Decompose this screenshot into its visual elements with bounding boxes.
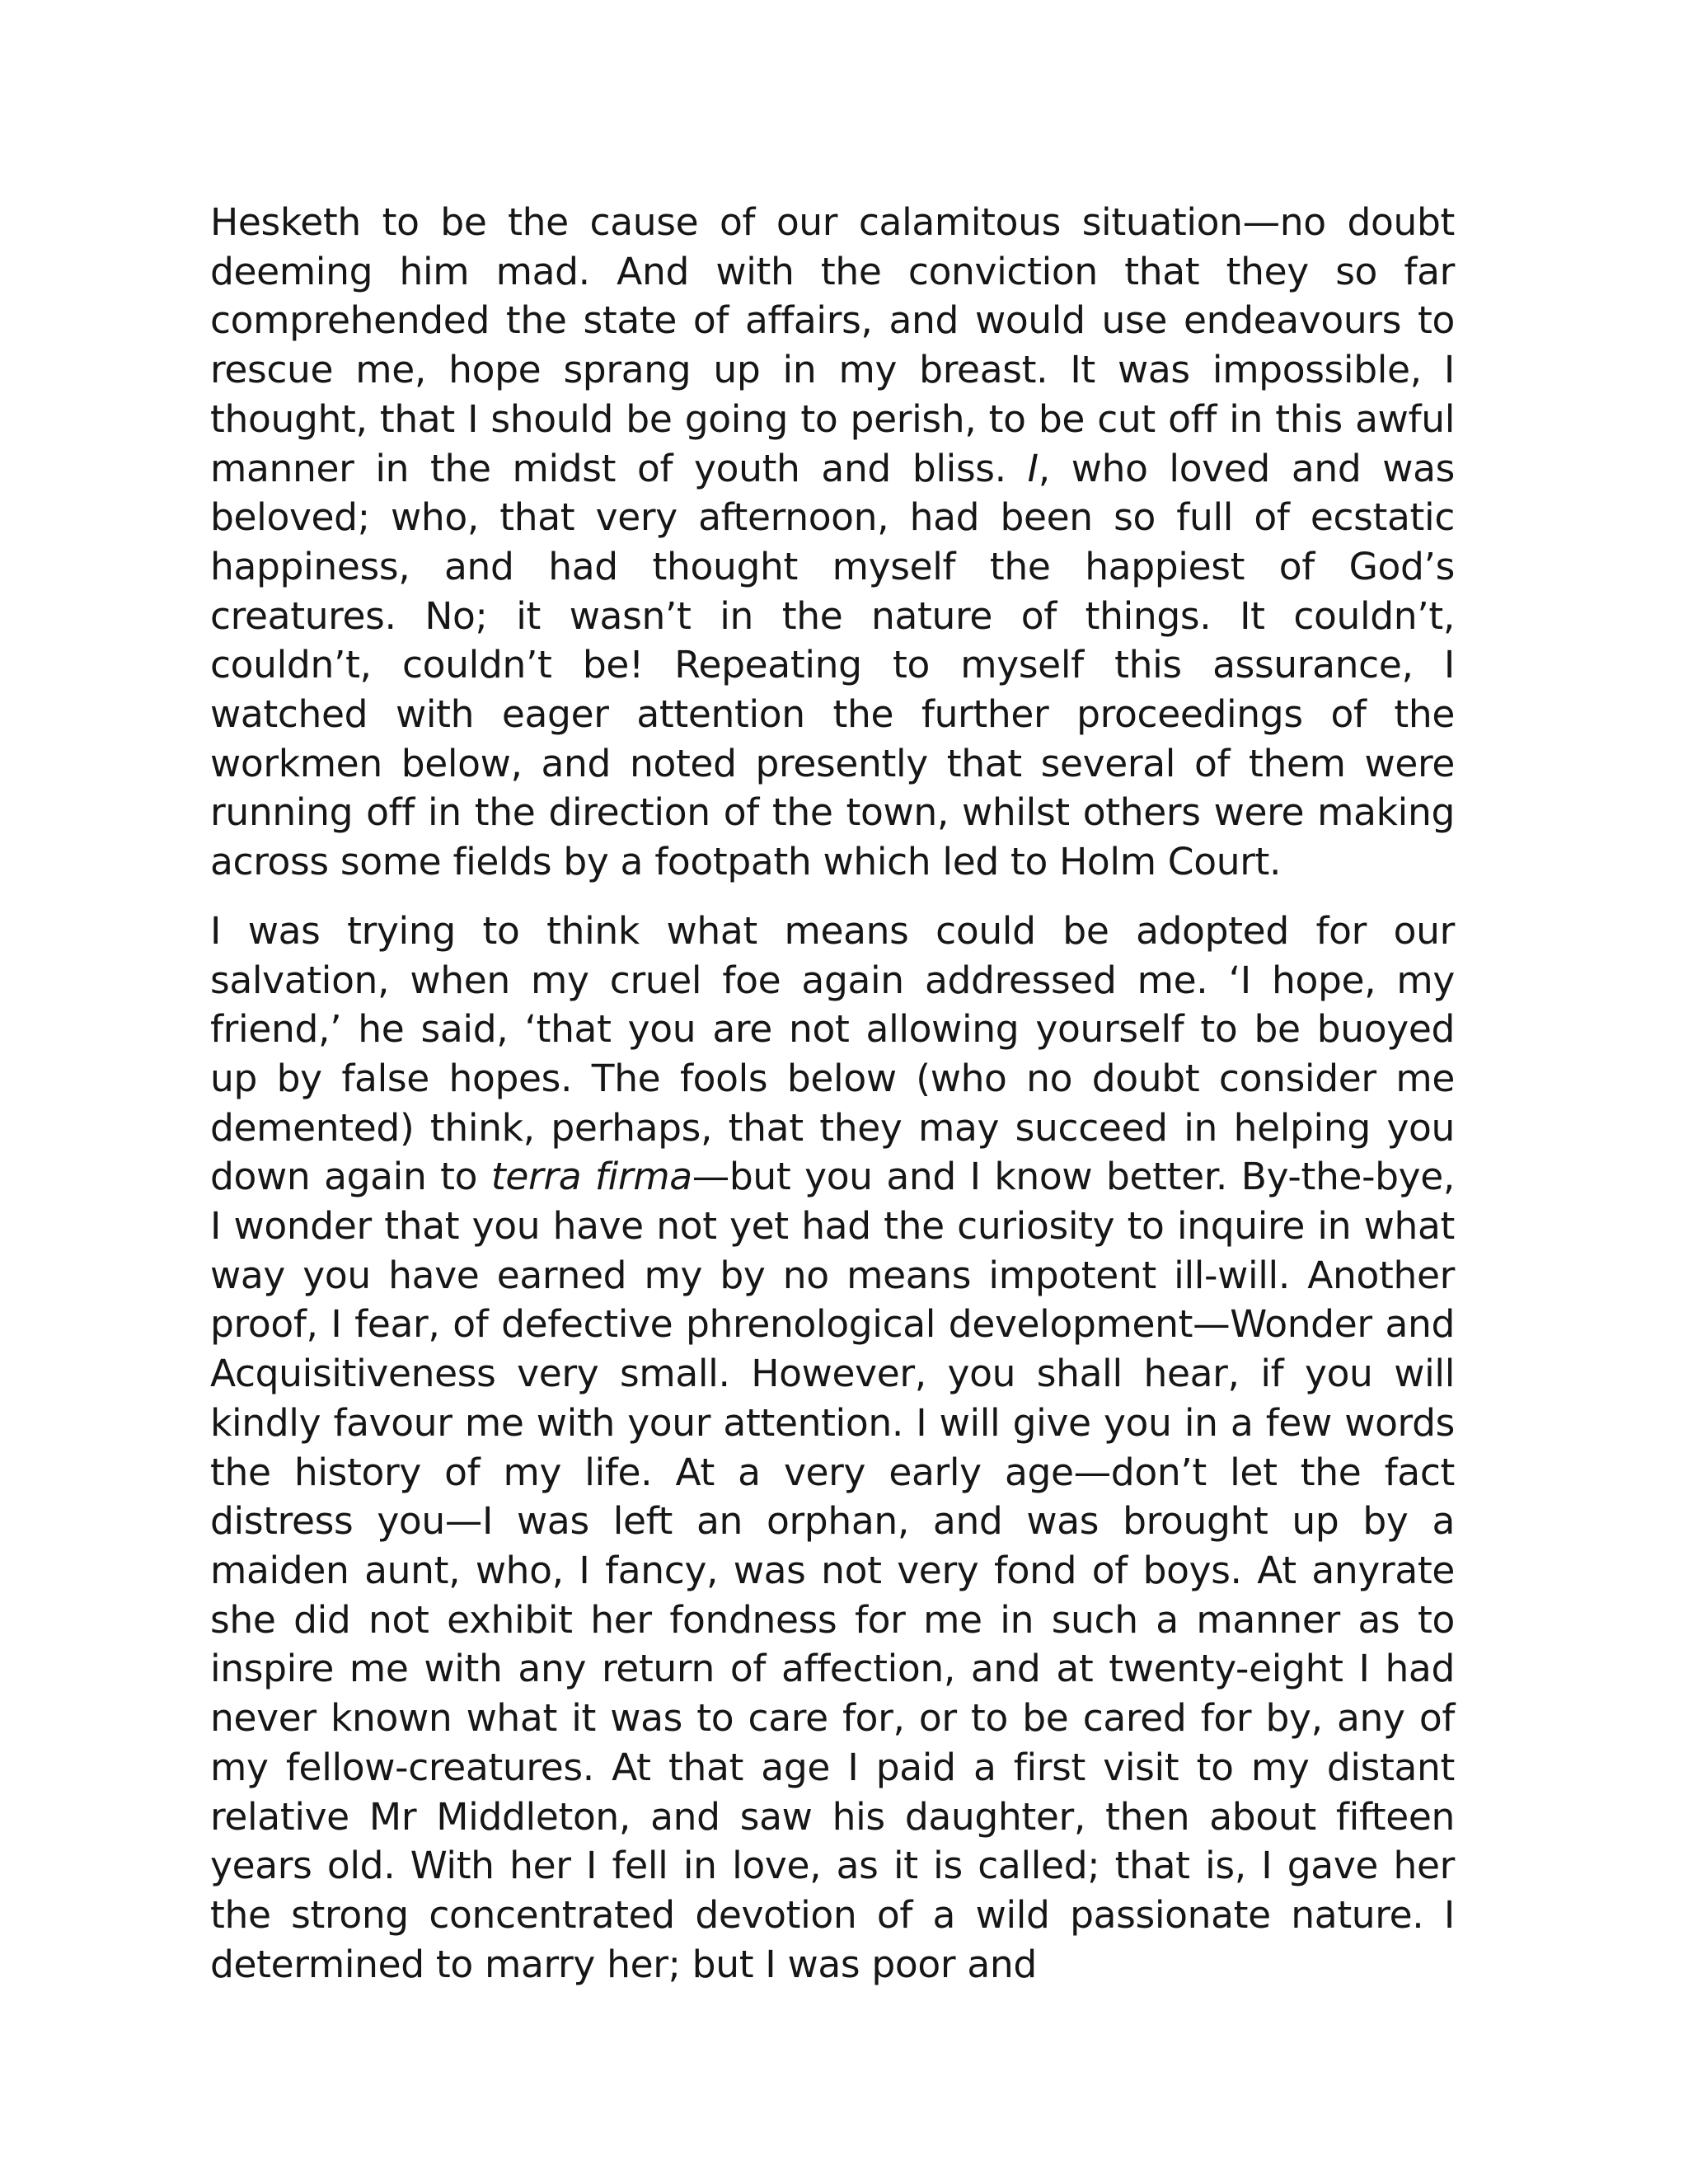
paragraph-2 <box>210 907 1455 1989</box>
text-run: Hesketh to be the cause of our calamitous situation—no doubt deeming him mad. And with the conviction that they so far comprehended the state of affairs, and would use endeavours to rescue me, hope sprang up in my breast. It was impossible, I thought, that I should be going to perish, to be cut off in this awful manner in the midst of youth and bliss. <box>210 200 1455 490</box>
text-run: —but you and I know better. By-the-bye, I wonder that you have not yet had the curiosity to inquire in what way you have earned my by no means impotent ill-will. Another proof, I fear, of defective phrenological development—Wonder and Acquisitiveness very small. However, you shall hear, if you will kindly favour me with your attention. I will give you in a few words the history of my life. At a very early age—don’t let the fact distress you—I was left an orphan, and was brought up by a maiden aunt, who, I fancy, was not very fond of boys. At anyrate she did not exhibit her fondness for me in such a manner as to inspire me with any return of affection, and at twenty-eight I had never known what it was to care for, or to be cared for by, any of my fellow-creatures. At that age I paid a first visit to my distant relative Mr Middleton, and saw his daughter, then about fifteen years old. With her I fell in love, as it is called; that is, I gave her the strong concentrated devotion of a wild passionate nature. I determined to marry her; but I was poor and <box>210 1155 1456 1986</box>
paragraph-1 <box>210 198 1455 887</box>
text-run: I was trying to think what means could be adopted for our salvation, when my cruel foe again addressed me. ‘I hope, my friend,’ he said, ‘that you are not allowing yourself to be buoyed up by false hopes. The fools below (who no doubt consider me demented) think, perhaps, that they may succeed in helping you down again to <box>210 908 1455 1199</box>
document-page <box>210 198 1455 1989</box>
italic-text-run: terra firma <box>490 1155 692 1199</box>
text-run: , who loved and was beloved; who, that very afternoon, had been so full of ecstatic happiness, and had thought myself the happiest of God’s creatures. No; it wasn’t in the nature of things. It couldn’t, couldn’t, couldn’t be! Repeating to myself this assurance, I watched with eager attention the further proceedings of the workmen below, and noted presently that several of them were running off in the direction of the town, whilst others were making across some fields by a footpath which led to Holm Court. <box>210 446 1455 884</box>
italic-text-run: I <box>1027 446 1039 490</box>
